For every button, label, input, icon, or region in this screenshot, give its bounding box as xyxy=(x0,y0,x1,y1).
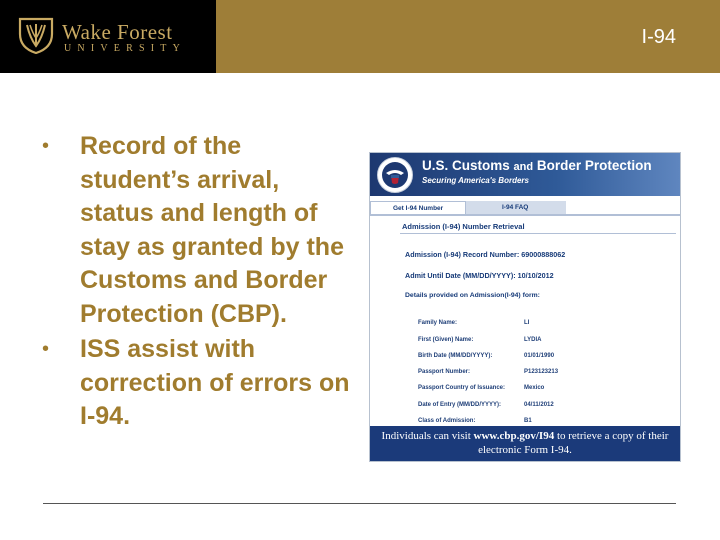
cbp-title-main: U.S. Customs xyxy=(422,158,510,173)
shield-logo-icon xyxy=(18,16,54,54)
record-number-line: Admission (I-94) Record Number: 69000888062 xyxy=(405,250,566,259)
bullet-list xyxy=(40,130,358,434)
tab-i94-faq: I-94 FAQ xyxy=(466,201,566,214)
passport-number-label: Passport Number: xyxy=(418,369,471,375)
given-name-value: LYDIA xyxy=(524,337,542,343)
passport-country-value: Mexico xyxy=(524,385,545,391)
logo-wordmark: Wake Forest xyxy=(62,20,173,44)
class-admission-label: Class of Admission: xyxy=(418,418,476,424)
admit-until-line: Admit Until Date (MM/DD/YYYY): 10/10/2012 xyxy=(405,271,554,280)
bullet-text: ISS assist with correction of errors on I-94. xyxy=(80,335,350,430)
bullet-text: Record of the student’s arrival, status and length of stay as granted by the Customs and Border Protection (CBP). xyxy=(80,132,344,328)
i94-website-screenshot xyxy=(369,152,681,462)
cbp-title xyxy=(422,158,652,173)
passport-number-value: P123123213 xyxy=(524,369,559,375)
slide-title: I-94 xyxy=(641,26,676,48)
tab-get-i94-number: Get I-94 Number xyxy=(370,201,466,214)
heading-divider xyxy=(400,233,676,234)
cbp-title-and: and xyxy=(513,161,534,173)
passport-country-label: Passport Country of Issuance: xyxy=(418,385,506,391)
retrieval-footer-note xyxy=(370,426,680,461)
details-line: Details provided on Admission(I-94) form: xyxy=(405,292,540,299)
family-name-label: Family Name: xyxy=(418,320,458,326)
birth-date-label: Birth Date (MM/DD/YYYY): xyxy=(418,353,493,359)
retrieval-heading: Admission (I-94) Number Retrieval xyxy=(402,222,525,231)
class-admission-value: B1 xyxy=(524,418,532,424)
bullet-item-record xyxy=(40,130,358,331)
dhs-seal-icon xyxy=(376,156,414,194)
cbp-i94-link: www.cbp.gov/I94 xyxy=(473,430,555,442)
logo-subtitle: UNIVERSITY xyxy=(64,43,186,54)
footer-text-post: to retrieve a copy of their electronic Form I-94. xyxy=(478,430,669,456)
bottom-divider xyxy=(43,503,676,504)
bullet-dot-icon: • xyxy=(42,338,50,360)
bullet-list-container xyxy=(40,130,358,436)
cbp-title-rest: Border Protection xyxy=(536,158,652,173)
bullet-item-iss xyxy=(40,333,358,434)
family-name-value: LI xyxy=(524,320,530,326)
given-name-label: First (Given) Name: xyxy=(418,337,474,343)
footer-text-pre: Individuals can visit xyxy=(381,430,471,442)
cbp-banner xyxy=(370,153,680,196)
entry-date-value: 04/11/2012 xyxy=(524,402,554,408)
entry-date-label: Date of Entry (MM/DD/YYYY): xyxy=(418,402,502,408)
tab-bar xyxy=(370,201,680,216)
university-logo xyxy=(0,0,216,73)
cbp-tagline: Securing America's Borders xyxy=(422,176,529,185)
header-bar xyxy=(0,0,720,73)
bullet-dot-icon: • xyxy=(42,135,50,157)
birth-date-value: 01/01/1990 xyxy=(524,353,555,359)
